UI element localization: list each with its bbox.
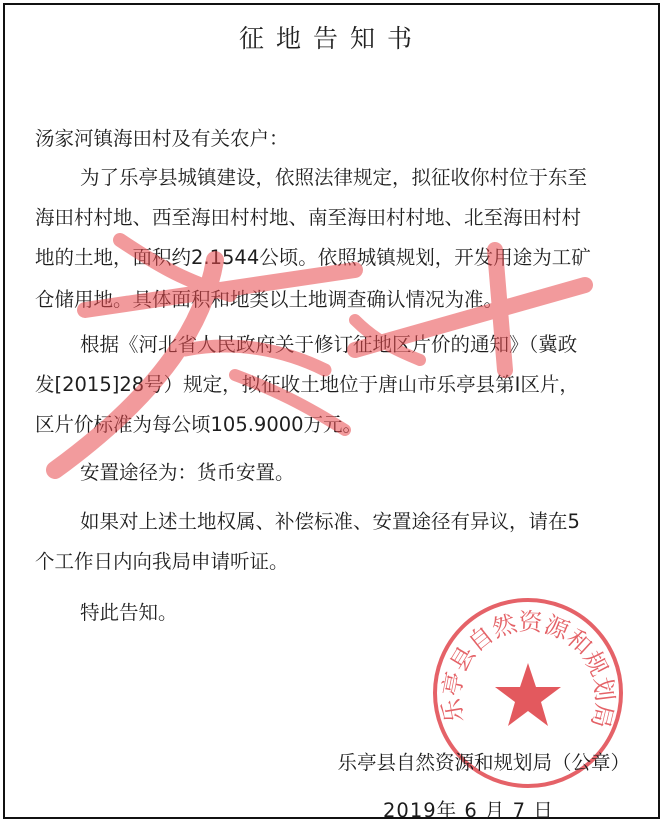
seal-star-icon bbox=[495, 663, 561, 726]
addressee-line: 汤家河镇海田村及有关农户： bbox=[35, 127, 289, 150]
body-line: 安置途径为：货币安置。 bbox=[80, 461, 295, 484]
seal-text: 乐亭县自然资源和规划局 bbox=[437, 607, 619, 731]
body-line: 个工作日内向我局申请听证。 bbox=[35, 550, 289, 573]
body-line: 地的土地，面积约2.1544公顷。依照城镇规划，开发用途为工矿 bbox=[35, 246, 591, 269]
body-line: 仓储用地。具体面积和地类以土地调查确认情况为准。 bbox=[35, 288, 504, 311]
body-line: 发[2015]28号）规定，拟征收土地位于唐山市乐亭县第I区片， bbox=[35, 373, 579, 396]
closing-line: 特此告知。 bbox=[80, 601, 178, 624]
issuer-signature: 乐亭县自然资源和规划局（公章） bbox=[337, 751, 630, 774]
svg-text:乐亭县自然资源和规划局 bbox=[437, 608, 619, 731]
notice-document bbox=[3, 3, 660, 822]
body-line: 如果对上述土地权属、补偿标准、安置途径有异议，请在5 bbox=[80, 510, 580, 533]
body-line: 区片价标准为每公顷105.9000万元。 bbox=[35, 413, 363, 436]
body-line: 根据《河北省人民政府关于修订征地区片价的通知》（冀政 bbox=[80, 333, 578, 356]
body-line: 海田村村地、西至海田村村地、南至海田村村地、北至海田村村 bbox=[35, 206, 582, 229]
document-title: 征地告知书 bbox=[238, 24, 424, 53]
issue-date: 2019年 6 月 7 日 bbox=[383, 799, 554, 822]
body-line: 为了乐亭县城镇建设，依照法律规定，拟征收你村位于东至 bbox=[80, 166, 588, 189]
